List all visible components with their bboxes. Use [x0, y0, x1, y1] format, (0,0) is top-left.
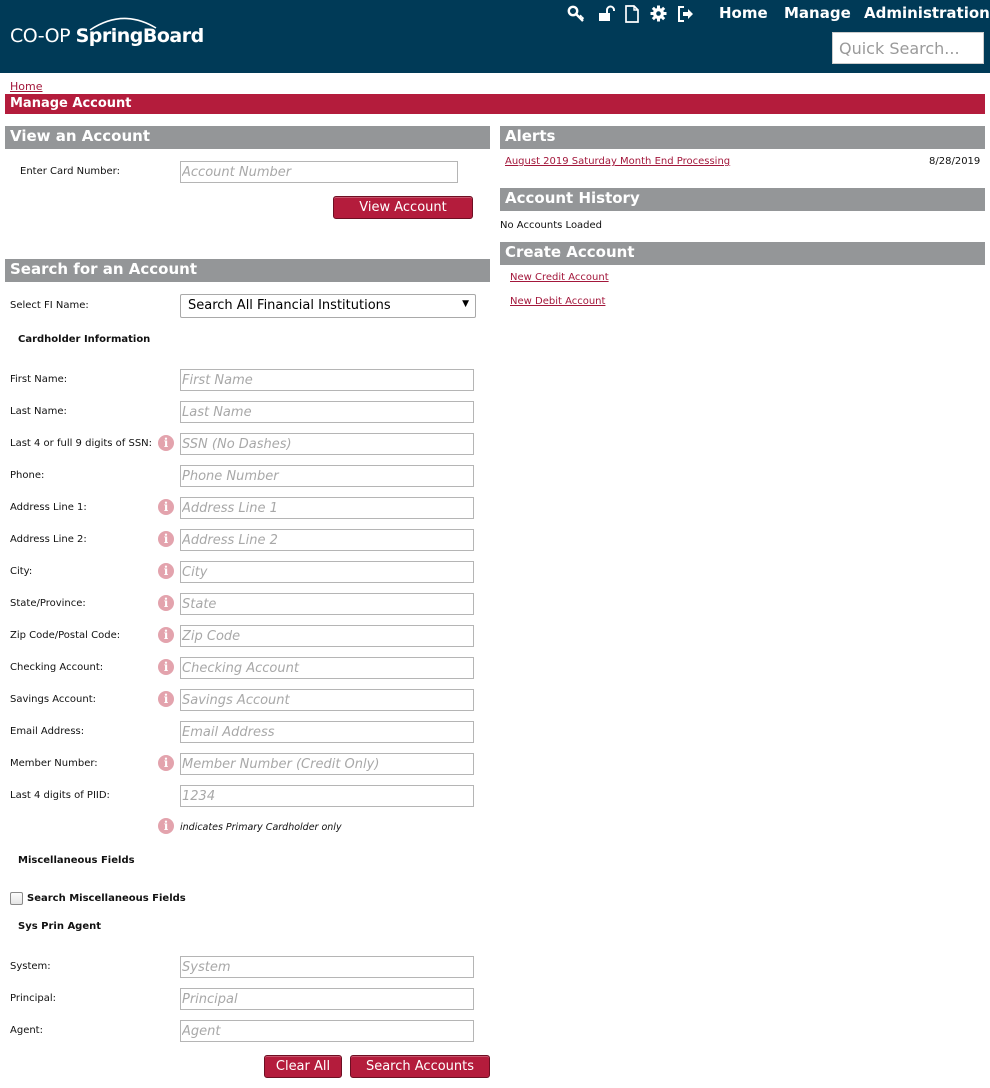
info-icon: i: [158, 435, 174, 451]
field-label: Last 4 or full 9 digits of SSN:: [10, 438, 153, 449]
nav-manage[interactable]: Manage: [784, 4, 851, 22]
card-number-label: Enter Card Number:: [20, 166, 120, 177]
field-label: Email Address:: [10, 726, 85, 737]
fi-name-selected-value: Search All Financial Institutions: [188, 298, 391, 313]
field-input[interactable]: [180, 988, 474, 1010]
clear-all-button[interactable]: Clear All: [264, 1055, 342, 1078]
info-note: indicates Primary Cardholder only: [180, 822, 342, 833]
field-input[interactable]: [180, 753, 474, 775]
field-input[interactable]: [180, 689, 474, 711]
sign-out-icon[interactable]: [677, 5, 695, 23]
info-icon: i: [158, 818, 174, 834]
new-credit-account-link[interactable]: New Credit Account: [510, 272, 609, 283]
no-accounts-text: No Accounts Loaded: [500, 220, 603, 231]
field-label: First Name:: [10, 374, 68, 385]
logo-bold-text: SpringBoard: [75, 25, 204, 47]
field-input[interactable]: [180, 625, 474, 647]
new-debit-account-link[interactable]: New Debit Account: [510, 296, 606, 307]
fi-name-select[interactable]: [180, 294, 476, 318]
card-number-input[interactable]: [180, 161, 458, 183]
field-input[interactable]: [180, 956, 474, 978]
field-label: Address Line 1:: [10, 502, 87, 513]
info-icon: i: [158, 627, 174, 643]
view-account-button[interactable]: View Account: [333, 196, 473, 219]
search-account-header: Search for an Account: [5, 259, 490, 282]
field-input[interactable]: [180, 401, 474, 423]
alert-date: 8/28/2019: [929, 156, 981, 167]
unlock-icon[interactable]: [598, 5, 616, 23]
info-icon: i: [158, 595, 174, 611]
field-label: System:: [10, 961, 51, 972]
field-input[interactable]: [180, 721, 474, 743]
alert-link[interactable]: August 2019 Saturday Month End Processing: [505, 156, 731, 167]
field-label: Address Line 2:: [10, 534, 87, 545]
field-label: Last Name:: [10, 406, 67, 417]
logo-plain-text: CO-OP: [10, 25, 76, 47]
field-label: City:: [10, 566, 33, 577]
search-accounts-button[interactable]: Search Accounts: [350, 1055, 490, 1078]
view-account-header: View an Account: [5, 126, 490, 149]
field-label: Agent:: [10, 1025, 43, 1036]
field-input[interactable]: [180, 529, 474, 551]
field-label: Principal:: [10, 993, 56, 1004]
field-input[interactable]: [180, 561, 474, 583]
create-account-header: Create Account: [500, 242, 985, 265]
field-input[interactable]: [180, 465, 474, 487]
top-header: [0, 0, 990, 73]
info-icon: i: [158, 659, 174, 675]
field-input[interactable]: [180, 369, 474, 391]
field-input[interactable]: [180, 1020, 474, 1042]
info-icon: i: [158, 531, 174, 547]
gear-icon[interactable]: [650, 5, 667, 22]
field-label: Last 4 digits of PIID:: [10, 790, 110, 801]
field-label: State/Province:: [10, 598, 86, 609]
field-input[interactable]: [180, 785, 474, 807]
alerts-header: Alerts: [500, 126, 985, 149]
quick-search-input[interactable]: [832, 32, 984, 64]
field-label: Checking Account:: [10, 662, 104, 673]
account-history-header: Account History: [500, 188, 985, 211]
field-input[interactable]: [180, 593, 474, 615]
info-icon: i: [158, 755, 174, 771]
search-misc-checkbox[interactable]: [10, 892, 23, 905]
field-input[interactable]: [180, 433, 474, 455]
fi-name-label: Select FI Name:: [10, 300, 89, 311]
sys-prin-agent-heading: Sys Prin Agent: [18, 921, 102, 932]
search-misc-label[interactable]: Search Miscellaneous Fields: [27, 893, 186, 904]
page-title: Manage Account: [5, 94, 985, 114]
info-icon: i: [158, 691, 174, 707]
nav-home[interactable]: Home: [719, 4, 768, 22]
key-icon[interactable]: [567, 5, 585, 23]
field-label: Phone:: [10, 470, 45, 481]
info-icon: i: [158, 563, 174, 579]
field-input[interactable]: [180, 497, 474, 519]
info-icon: i: [158, 499, 174, 515]
misc-fields-heading: Miscellaneous Fields: [18, 855, 135, 866]
cardholder-info-heading: Cardholder Information: [18, 334, 151, 345]
nav-administration[interactable]: Administration: [864, 4, 990, 22]
field-input[interactable]: [180, 657, 474, 679]
dropdown-arrow-icon: ▼: [462, 299, 469, 309]
breadcrumb-home[interactable]: Home: [10, 80, 43, 93]
field-label: Zip Code/Postal Code:: [10, 630, 121, 641]
field-label: Savings Account:: [10, 694, 96, 705]
app-logo[interactable]: [10, 25, 204, 47]
field-label: Member Number:: [10, 758, 98, 769]
document-icon[interactable]: [624, 5, 640, 23]
